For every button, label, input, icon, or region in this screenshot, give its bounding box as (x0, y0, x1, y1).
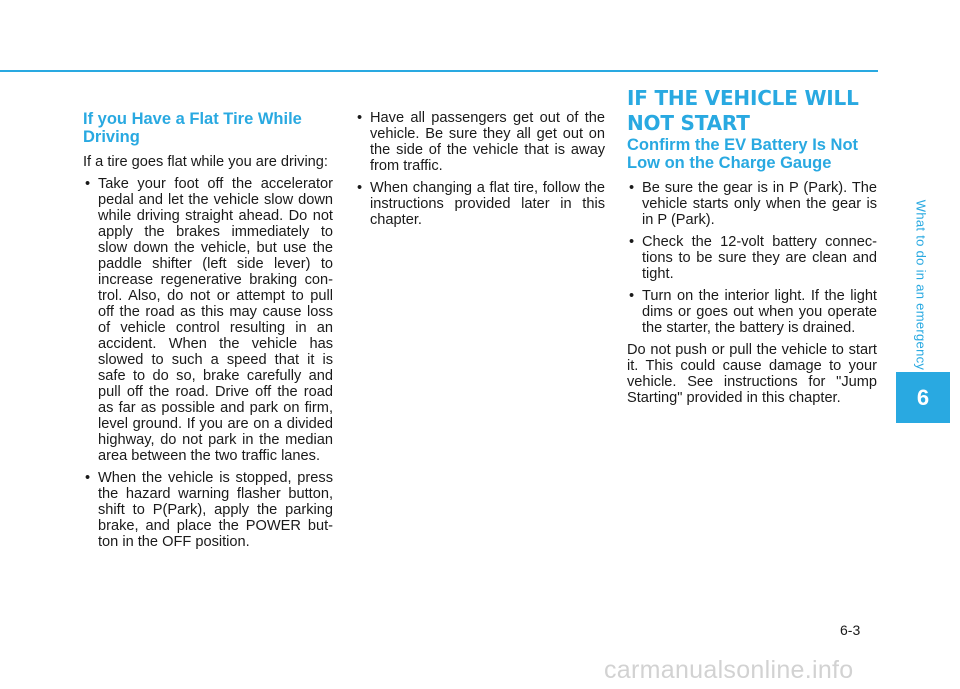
chapter-side-label-text: What to do in an emergency (913, 199, 929, 371)
column-right (627, 136, 877, 412)
list-item: • Have all passengers get out of the vehicle. Be sure they all get out on the side of the vehicle that is away from traffic. (355, 110, 605, 174)
list-item: • When the vehicle is stopped, press the hazard warning flasher button, shift to P(Park), apply the parking brake, and place the POWER but-ton in the OFF position. (83, 470, 333, 550)
ev-battery-list (627, 180, 877, 336)
list-item: • Take your foot off the accelerator pedal and let the vehicle slow down while driving straight ahead. Do not apply the brakes immediately to slow down the vehicle, but use the paddle shifter (left side lever) to increase regenerative braking con-trol. Also, do not or attempt to pull off the road as this may cause loss of vehicle control resulting in an accident. When the vehicle has slowed to such a speed that it is safe to do so, brake carefully and pull off the road. Drive off the road as far as possible and park on firm, level ground. If you are on a divided highway, do not park in the median area between the two traffic lanes. (83, 176, 333, 464)
header-rule (0, 70, 878, 72)
watermark: carmanualsonline.info (604, 656, 854, 684)
flat-tire-heading: If you Have a Flat Tire While Driving (83, 110, 302, 146)
chapter-side-label (901, 199, 941, 371)
list-item: • When changing a flat tire, follow the instructions provided later in this chapter. (355, 180, 605, 228)
list-item: • Check the 12-volt battery connec-tions to be sure they are clean and tight. (627, 234, 877, 282)
section-title: IF THE VEHICLE WILL NOT START (627, 86, 859, 135)
column-left (83, 110, 333, 556)
flat-tire-list (83, 176, 333, 550)
page-number: 6-3 (840, 622, 861, 638)
list-item: • Be sure the gear is in P (Park). The vehicle starts only when the gear is in P (Park). (627, 180, 877, 228)
flat-tire-list-continued (355, 110, 605, 228)
chapter-tab: 6 (896, 372, 950, 423)
jump-start-paragraph: Do not push or pull the vehicle to start it. This could cause damage to your vehicle. See instructions for "Jump Starting" provided in this chapter. (627, 342, 877, 406)
flat-tire-intro: If a tire goes flat while you are driving: (83, 154, 328, 170)
list-item: • Turn on the interior light. If the light dims or goes out when you operate the starter, the battery is drained. (627, 288, 877, 336)
ev-battery-heading: Confirm the EV Battery Is Not Low on the Charge Gauge (627, 136, 859, 172)
column-middle (355, 110, 605, 234)
